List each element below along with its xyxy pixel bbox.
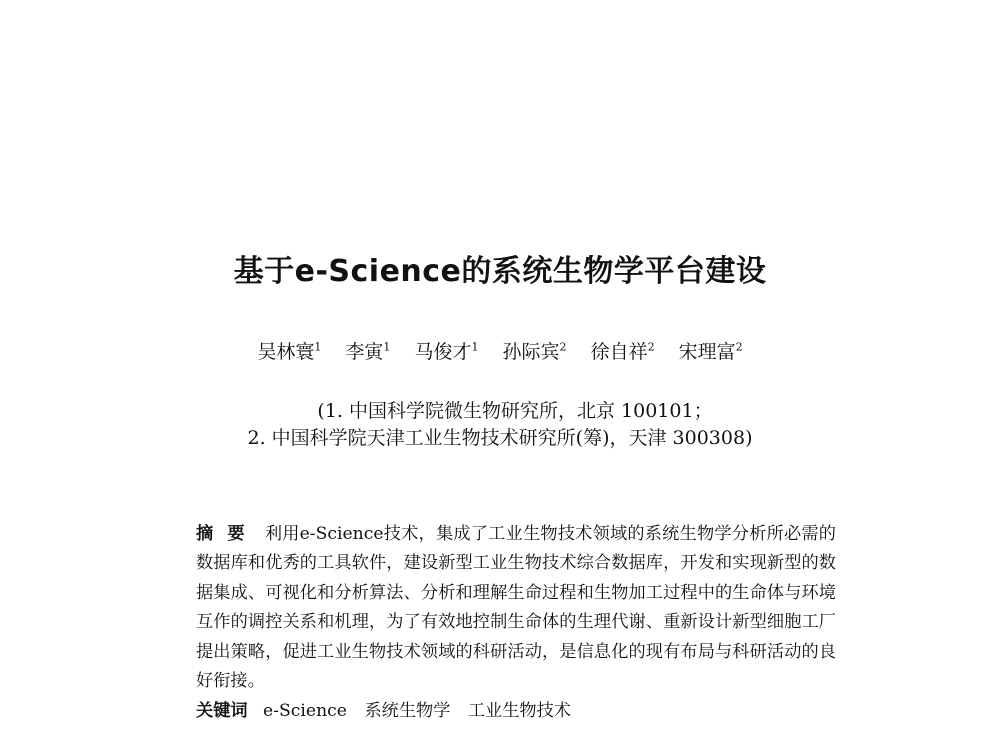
author bbox=[591, 338, 655, 366]
author bbox=[679, 338, 743, 366]
keyword: 系统生物学 bbox=[364, 701, 451, 721]
author-affiliation-mark: 2 bbox=[735, 340, 743, 354]
author-name: 吴林寰 bbox=[257, 341, 315, 363]
abstract-label: 摘要 bbox=[196, 524, 259, 544]
author-affiliation-mark: 2 bbox=[647, 340, 655, 354]
author-affiliation-mark: 1 bbox=[314, 340, 322, 354]
author-name: 李寅 bbox=[345, 341, 384, 363]
author-name: 宋理富 bbox=[678, 341, 736, 363]
author-list bbox=[0, 338, 1000, 366]
author-name: 徐自祥 bbox=[590, 341, 648, 363]
keyword: e-Science bbox=[263, 701, 347, 721]
keywords bbox=[196, 697, 836, 725]
keywords-label: 关键词 bbox=[196, 701, 248, 721]
affiliation-line: 2. 中国科学院天津工业生物技术研究所(筹)，天津 300308) bbox=[247, 427, 753, 449]
affiliation-line: (1. 中国科学院微生物研究所，北京 100101； bbox=[317, 400, 713, 422]
paper-title: 基于e-Science的系统生物学平台建设 bbox=[233, 254, 767, 289]
author-affiliation-mark: 1 bbox=[383, 340, 391, 354]
author-affiliation-mark: 1 bbox=[471, 340, 479, 354]
abstract-text: 利用e-Science技术，集成了工业生物技术领域的系统生物学分析所必需的数据库和优秀的工具软件，建设新型工业生物技术综合数据库，开发和实现新型的数据集成、可视化和分析算法、分析和理解生命过程和生物加工过程中的生命体与环境互作的调控关系和机理，为了有效地控制生命体的生理代谢、重新设计新型细胞工厂提出策略，促进工业生物技术领域的科研活动，是信息化的现有布局与科研活动的良好衔接。 bbox=[196, 524, 836, 692]
author-name: 马俊才 bbox=[414, 341, 472, 363]
author bbox=[414, 338, 478, 366]
abstract bbox=[196, 520, 836, 696]
author bbox=[257, 338, 321, 366]
author-affiliation-mark: 2 bbox=[559, 340, 567, 354]
author bbox=[345, 338, 390, 366]
author bbox=[503, 338, 567, 366]
author-name: 孙际宾 bbox=[502, 341, 560, 363]
keyword: 工业生物技术 bbox=[467, 701, 571, 721]
